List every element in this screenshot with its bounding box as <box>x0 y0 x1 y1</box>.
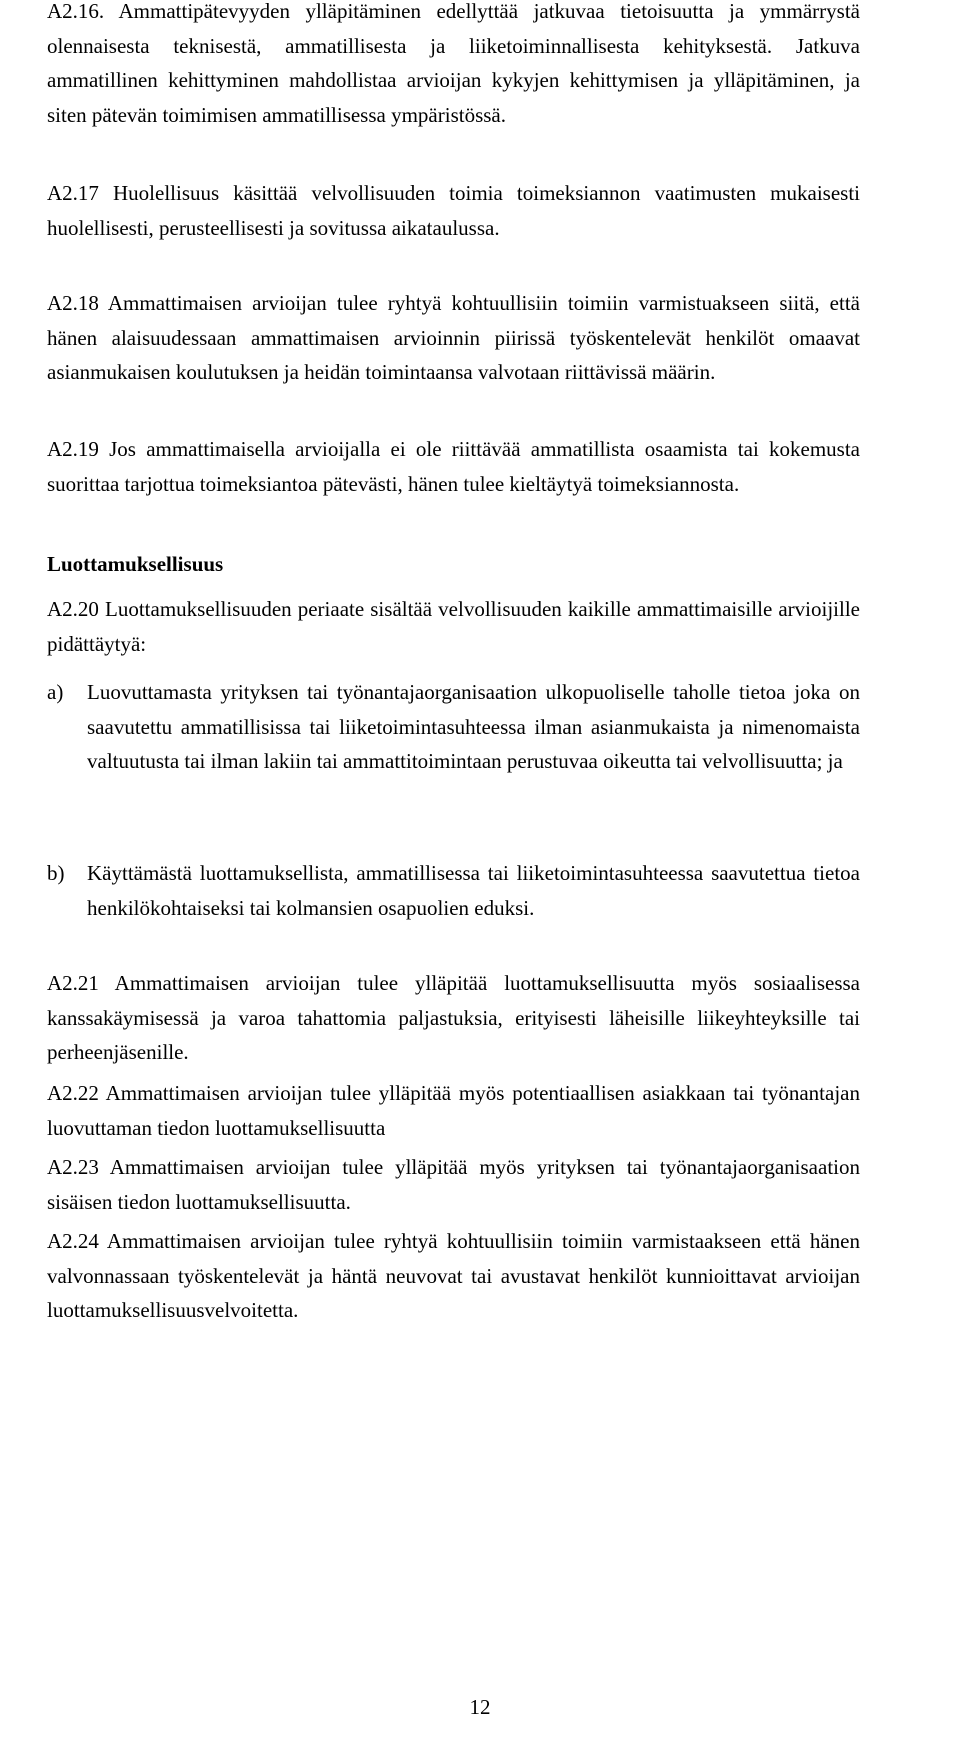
list-marker: b) <box>47 861 65 885</box>
paragraph-number: A2.18 <box>47 291 99 315</box>
paragraph-number: A2.17 <box>47 181 99 205</box>
paragraph-text: Huolellisuus käsittää velvollisuuden toimia toimeksiannon vaatimusten mukaisesti huolellisesti, perusteellisesti ja sovitussa aikataulussa. <box>47 181 860 240</box>
paragraph-a2-17 <box>47 176 860 245</box>
paragraph-number: A2.19 <box>47 437 99 461</box>
paragraph-number: A2.21 <box>47 971 99 995</box>
paragraph-number: A2.24 <box>47 1229 99 1253</box>
page-number: 12 <box>469 1695 491 1719</box>
paragraph-text: Ammattimaisen arvioijan tulee ryhtyä kohtuullisiin toimiin varmistaakseen että hänen valvonnassaan työskentelevät ja häntä neuvovat tai avustavat henkilöt kunnioittavat arvioijan luottamuksellisuusvelvoitetta. <box>47 1229 860 1322</box>
section-heading: Luottamuksellisuus <box>47 552 224 576</box>
list-marker: a) <box>47 680 64 704</box>
paragraph-text: Jos ammattimaisella arvioijalla ei ole riittävää ammatillista osaamista tai kokemusta suorittaa tarjottua toimeksiantoa pätevästi, hänen tulee kieltäytyä toimeksiannosta. <box>47 437 860 496</box>
paragraph-a2-19 <box>47 432 860 501</box>
paragraph-a2-21 <box>47 966 860 1070</box>
list-item-b <box>47 856 860 925</box>
paragraph-number: A2.20 <box>47 597 99 621</box>
paragraph-number: A2.16. <box>47 0 105 23</box>
paragraph-a2-18 <box>47 286 860 390</box>
paragraph-a2-24 <box>47 1224 860 1328</box>
paragraph-text: Ammattipätevyyden ylläpitäminen edellyttää jatkuvaa tietoisuutta ja ymmärrystä olennaisesta teknisestä, ammatillisesta ja liiketoiminnallisesta kehityksestä. Jatkuva ammatillinen kehittyminen mahdollistaa arvioijan kykyjen kehittymisen ja ylläpitäminen, ja siten pätevän toimimisen ammatillisessa ympäristössä. <box>47 0 860 127</box>
paragraph-text: Luottamuksellisuuden periaate sisältää velvollisuuden kaikille ammattimaisille arvioijille pidättäytyä: <box>47 597 860 656</box>
paragraph-a2-20 <box>47 592 860 661</box>
paragraph-a2-16 <box>47 0 860 132</box>
paragraph-text: Ammattimaisen arvioijan tulee ryhtyä kohtuullisiin toimiin varmistuakseen siitä, että hänen alaisuudessaan ammattimaisen arvioinnin piirissä työskentelevät henkilöt omaavat asianmukaisen koulutuksen ja heidän toimintaansa valvotaan riittävissä määrin. <box>47 291 860 384</box>
list-item-text: Luovuttamasta yrityksen tai työnantajaorganisaation ulkopuoliselle taholle tietoa joka on saavutettu ammatillisissa tai liiketoimintasuhteessa ilman asianmukaista ja nimenomaista valtuutusta tai ilman lakiin tai ammattitoimintaan perustuvaa oikeutta tai velvollisuutta; ja <box>87 680 860 773</box>
paragraph-a2-22 <box>47 1076 860 1145</box>
paragraph-text: Ammattimaisen arvioijan tulee ylläpitää myös potentiaallisen asiakkaan tai työnantajan luovuttaman tiedon luottamuksellisuutta <box>47 1081 860 1140</box>
paragraph-text: Ammattimaisen arvioijan tulee ylläpitää myös yrityksen tai työnantajaorganisaation sisäisen tiedon luottamuksellisuutta. <box>47 1155 860 1214</box>
paragraph-text: Ammattimaisen arvioijan tulee ylläpitää luottamuksellisuutta myös sosiaalisessa kanssakäymisessä ja varoa tahattomia paljastuksia, erityisesti läheisille liikeyhteyksille tai perheenjäsenille. <box>47 971 860 1064</box>
paragraph-number: A2.23 <box>47 1155 99 1179</box>
paragraph-number: A2.22 <box>47 1081 99 1105</box>
list-item-text: Käyttämästä luottamuksellista, ammatillisessa tai liiketoimintasuhteessa saavutettua tietoa henkilökohtaiseksi tai kolmansien osapuolien eduksi. <box>87 861 860 920</box>
list-item-a <box>47 675 860 779</box>
paragraph-a2-23 <box>47 1150 860 1219</box>
